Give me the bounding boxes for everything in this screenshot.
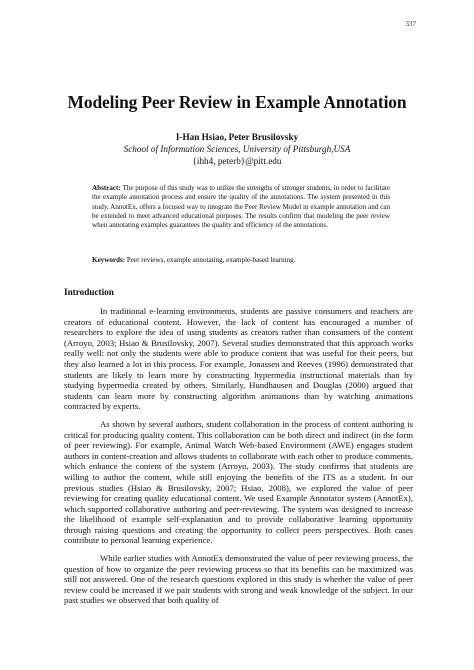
page-number: 337	[405, 20, 416, 28]
paper-title: Modeling Peer Review in Example Annotation	[67, 92, 407, 112]
keywords	[92, 256, 392, 265]
section-heading: Introduction	[64, 287, 114, 297]
abstract	[92, 184, 390, 230]
keywords-label: Keywords:	[92, 256, 126, 264]
paragraph: As shown by several authors, student collaboration in the process of content authoring is critical for producing quality content. This collaboration can be both direct and indirect (in the form of peer reviewing). For example, Animal Watch Web-based Environment (AWE) engages student authors in content-creation and allows students to collaborate with each other to produce comments, which enhance the content of the system (Arroyo, 2003). The study confirms that students are willing to author the content, while still enjoying the benefits of the ITS as a student. In our previous studies (Hsiao & Brusilovsky, 2007; Hsiao, 2008), we explored the value of peer reviewing for creating quality educational content. We used Example Annotator system (AnnotEx), which supported collaborative authoring and peer-reviewing. The system was designed to increase the likelihood of example self-explanation and to provide collaborative learning opportunity through raising questions and creating the opportunity to collect peers perspectives. Both cases contribute to personal learning experience.	[64, 418, 413, 546]
abstract-label: Abstract:	[92, 184, 121, 192]
author-affiliation: School of Information Sciences, University of Pittsburgh,USA	[123, 144, 351, 154]
paragraph: While earlier studies with AnnotEx demonstrated the value of peer reviewing process, the question of how to organize the peer reviewing process so that its benefits can be maximized was still not answered. One of the research questions explored in this study is whether the value of peer review could be increased if we pair students with strong and weak knowledge of the subject. In our past studies we observed that both quality of	[64, 553, 413, 606]
author-block	[0, 131, 474, 167]
author-email: {ihh4, peterb}@pitt.edu	[192, 156, 282, 166]
section-body	[64, 306, 413, 613]
abstract-text: The purpose of this study was to utilize the strengths of stronger students, in order to facilitate the example annotation process and ensure the quality of the annotations. The system presented in this study, AnnotEx, offers a focused way to integrate the Peer Review Model in example annotation and can be extended to meet advanced educational purposes. The results confirm that modeling the peer review when annotating examples guarantees the quality and efficiency of the annotations.	[92, 184, 390, 230]
paragraph: In traditional e-learning environments, students are passive consumers and teachers are creators of educational content. However, the lack of content has encouraged a number of researchers to explore the idea of using students as creators rather than consumers of the content (Arroyo, 2003; Hsiao & Brusilovsky, 2007). Several studies demonstrated that this approach works really well: not only the students were able to produce content that was useful for their peers, but they also learned a lot in this process. For example, Jonassen and Reeves (1996) demonstrated that students are likely to learn more by constructing hypermedia instructional materials than by studying hypermedia created by others. Similarly, Hundhausen and Douglas (2000) argued that students can learn more by constructing algorithm animations than by watching animations contracted by experts.	[64, 306, 413, 412]
author-names: I-Han Hsiao, Peter Brusilovsky	[175, 132, 299, 142]
keywords-text: Peer reviews, example annotating, example-based learning.	[126, 256, 296, 264]
